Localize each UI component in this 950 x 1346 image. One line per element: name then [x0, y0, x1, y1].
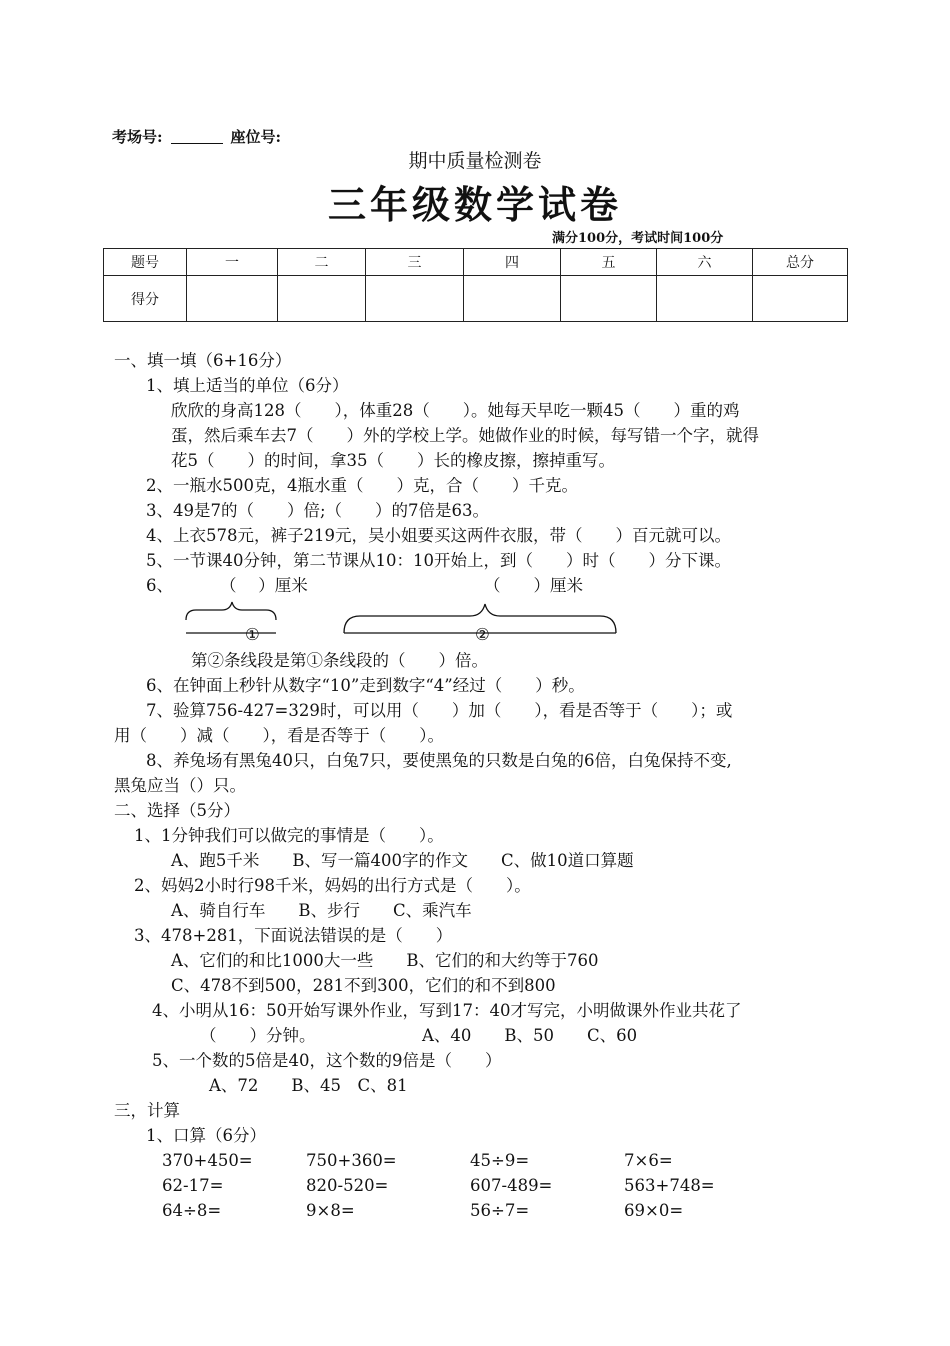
question-2-4: 4、小明从16：50开始写课外作业，写到17：40才写完，小明做课外作业共花了	[152, 1001, 742, 1020]
segment-1-brace	[186, 602, 276, 620]
calc-item: 563+748=	[624, 1176, 715, 1195]
question-2-4-options: A、40 B、50 C、60	[422, 1026, 638, 1045]
calc-item: 607-489=	[470, 1176, 553, 1195]
question-2-5: 5、一个数的5倍是40，这个数的9倍是（ ）	[152, 1051, 502, 1070]
question-1-6-number: 6、	[146, 576, 173, 595]
score-header-cell: 一	[187, 249, 278, 276]
segment-1-length-blank: （ ）厘米	[220, 576, 308, 595]
question-1-1-line: 欣欣的身高128（ ），体重28（ ）。她每天早吃一颗45（ ）重的鸡	[171, 401, 740, 420]
question-1-8: 8、养兔场有黑兔40只，白兔7只，要使黑兔的只数是白兔的6倍，白兔保持不变,	[146, 751, 732, 770]
exam-subtitle: 期中质量检测卷	[408, 150, 542, 172]
exam-title: 三年级数学试卷	[327, 182, 622, 227]
question-1-7: 7、验算756-427=329时，可以用（ ）加（ ），看是否等于（ ）；或	[146, 701, 733, 720]
question-1-1: 1、填上适当的单位（6分）	[146, 376, 349, 395]
calc-item: 9×8=	[306, 1201, 355, 1220]
score-header-cell: 五	[561, 249, 657, 276]
question-1-2: 2、一瓶水500克，4瓶水重（ ）克，合（ ）千克。	[146, 476, 578, 495]
question-1-1-line: 花5（ ）的时间，拿35（ ）长的橡皮擦，擦掉重写。	[171, 451, 615, 470]
question-1-4: 4、上衣578元，裤子219元，吴小姐要买这两件衣服，带（ ）百元就可以。	[146, 526, 731, 545]
score-header-cell: 题号	[104, 249, 187, 276]
calc-item: 62-17=	[162, 1176, 224, 1195]
question-1-5: 5、一节课40分钟，第二节课从10：10开始上，到（ ）时（ ）分下课。	[146, 551, 731, 570]
question-1-6-text: 第②条线段是第①条线段的（ ）倍。	[191, 651, 488, 670]
segment-1-marker: ①	[245, 625, 260, 644]
question-1-3: 3、49是7的（ ）倍;（ ）的7倍是63。	[146, 501, 490, 520]
full-mark-note: 满分100分，考试时间100分	[552, 231, 724, 246]
section-1-heading: 一、填一填（6+16分）	[114, 351, 292, 370]
calc-item: 820-520=	[306, 1176, 389, 1195]
question-1-6b: 6、在钟面上秒针从数字“10”走到数字“4”经过（ ）秒。	[146, 676, 585, 695]
segment-2-marker: ②	[475, 625, 490, 644]
question-1-7-line: 用（ ）减（ ），看是否等于（ ）。	[114, 726, 444, 745]
seat-label: 座位号:	[230, 128, 282, 146]
calc-item: 64÷8=	[162, 1201, 222, 1220]
question-1-8-line: 黑兔应当（）只。	[114, 776, 246, 795]
question-2-5-options: A、72 B、45 C、81	[209, 1076, 408, 1095]
score-header-cell: 六	[657, 249, 753, 276]
question-2-3-options: C、478不到500，281不到300，它们的和不到800	[171, 976, 556, 995]
score-header-cell: 三	[366, 249, 464, 276]
score-header-cell: 四	[464, 249, 561, 276]
segment-2-length-blank: （ ）厘米	[484, 576, 583, 595]
score-header-cell: 二	[278, 249, 366, 276]
question-2-1: 1、1分钟我们可以做完的事情是（ ）。	[134, 826, 444, 845]
calc-item: 69×0=	[624, 1201, 684, 1220]
question-3-1: 1、口算（6分）	[146, 1126, 266, 1145]
section-3-heading: 三，计算	[114, 1101, 180, 1120]
exam-room-label: 考场号:	[112, 128, 163, 146]
calc-item: 750+360=	[306, 1151, 397, 1170]
score-header-cell: 总分	[753, 249, 848, 276]
calc-item: 370+450=	[162, 1151, 253, 1170]
calc-item: 7×6=	[624, 1151, 673, 1170]
question-2-4-line: （ ）分钟。	[200, 1026, 316, 1045]
section-2-heading: 二、选择（5分）	[114, 801, 240, 820]
calc-item: 56÷7=	[470, 1201, 530, 1220]
question-2-3: 3、478+281，下面说法错误的是（ ）	[134, 926, 453, 945]
question-2-2-options: A、骑自行车 B、步行 C、乘汽车	[171, 901, 472, 920]
question-2-1-options: A、跑5千米 B、写一篇400字的作文 C、做10道口算题	[171, 851, 634, 870]
score-row-label: 得分	[104, 276, 187, 322]
question-1-1-line: 蛋，然后乘车去7（ ）外的学校上学。她做作业的时候，每写错一个字，就得	[171, 426, 759, 445]
question-2-3-options: A、它们的和比1000大一些 B、它们的和大约等于760	[171, 951, 599, 970]
question-2-2: 2、妈妈2小时行98千米，妈妈的出行方式是（ ）。	[134, 876, 531, 895]
calc-item: 45÷9=	[470, 1151, 530, 1170]
